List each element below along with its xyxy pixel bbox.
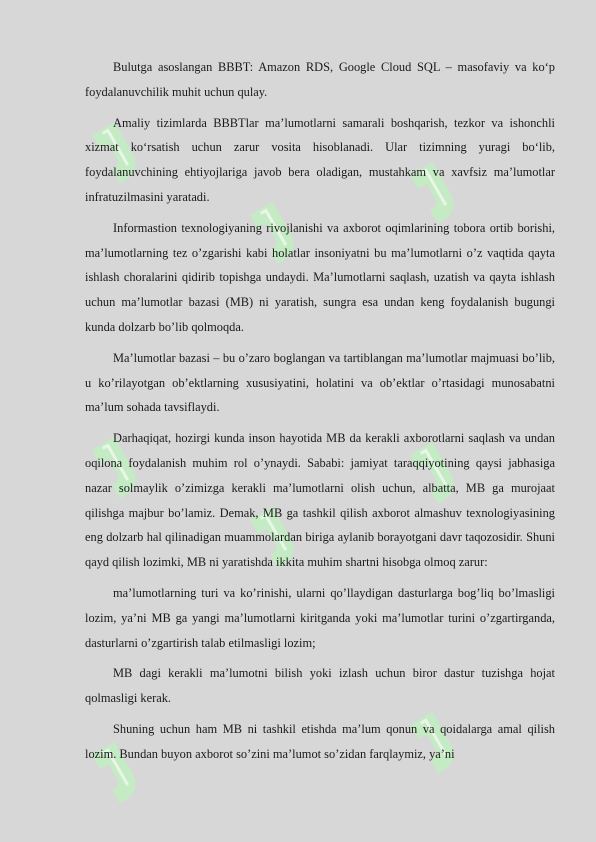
paragraph: Informastion texnologiyaning rivojlanishi va axborot oqimlarining tobora ortib borishi, ma’lumotlarning tez o’zgarishi kabi holatlar insoniyatni bu ma’lumotlarni o’z vaqtida qayta ishlash choralarini qidirib topishga undaydi. Ma’lumotlarni saqlash, uzatish va qayta ishlash uchun ma’lumotlar bazasi (MB) ni yaratish, sungra esa undan keng foydalanish bugungi kunda dolzarb bo’lib qolmoqda. <box>85 220 555 334</box>
paragraph: Darhaqiqat, hozirgi kunda inson hayotida MB da kerakli axborotlarni saqlash va undan oqilona foydalanish muhim rol o’ynaydi. Sababi: jamiyat taraqqiyotining qaysi jabhasiga nazar solmaylik o’zimizga kerakli ma’lumotlarni olish uchun, albatta, MB ga murojaat qilishga majbur bo’lamiz. Demak, MB ga tashkil qilish axborot almashuv texnologiyasining eng dolzarb hal qilinadigan muammolardan biriga aylanib borayotgani davr taqozosidir. Shuni qayd qilish lozimki, MB ni yaratishda ikkita muhim shartni hisobga olmoq zarur: <box>85 431 555 570</box>
paragraph: Shuning uchun ham MB ni tashkil etishda ma’lum qonun va qoidalarga amal qilish lozim. Bundan buyon axborot so’zini ma’lumot so’zidan farqlaymiz, ya’ni <box>85 721 555 761</box>
document-body <box>85 55 555 773</box>
paragraph: Ma’lumotlar bazasi – bu o’zaro boglangan va tartiblangan ma’lumotlar majmuasi bo’lib, u ko’rilayotgan ob’ektlarning xususiyatini, holatini va ob’ektlar o’rtasidagi munosabatni ma’lum sohada tavsiflaydi. <box>85 350 555 415</box>
paragraph: Bulutga asoslangan BBBT: Amazon RDS, Google Cloud SQL – masofaviy va ko‘p foydalanuvchilik muhit uchun qulay. <box>85 60 555 99</box>
paragraph: Amaliy tizimlarda BBBTlar ma’lumotlarni samarali boshqarish, tezkor va ishonchli xizmat ko‘rsatish uchun zarur vosita hisoblanadi. Ular tizimning yuragi bo‘lib, foydalanuvchining ehtiyojlariga javob bera oladigan, mustahkam va xavfsiz ma’lumotlar infratuzilmasini yaratadi. <box>85 115 555 204</box>
paragraph: ma’lumotlarning turi va ko’rinishi, ularni qo’llaydigan dasturlarga bog’liq bo’lmasligi lozim, ya’ni MB ga yangi ma’lumotlarni kiritganda yoki ma’lumotlar turini o’zgartirganda, dasturlarni o’zgartirish talab etilmasligi lozim; <box>85 585 555 650</box>
paragraph: MB dagi kerakli ma’lumotni bilish yoki izlash uchun biror dastur tuzishga hojat qolmasligi kerak. <box>85 666 555 706</box>
